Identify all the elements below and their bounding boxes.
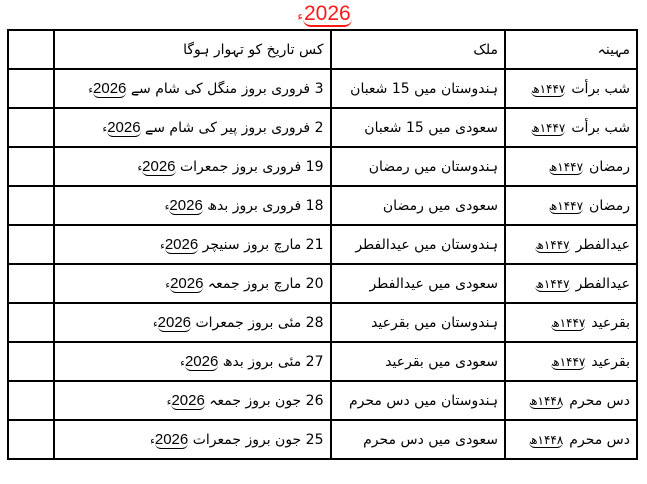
date-text: 2 فروری بروز پیر کی شام سے [145, 120, 324, 136]
table-row [8, 69, 637, 108]
date-text: 18 فروری بروز بدھ [207, 198, 324, 214]
date-year: 2026 [107, 119, 141, 136]
cell-country: ہندوستان میں رمضان [331, 147, 506, 186]
cell-month [505, 264, 637, 303]
cell-country: ہندوستان میں 15 شعبان [331, 69, 506, 108]
table-row [8, 264, 637, 303]
month-name: بقرعید [591, 353, 630, 370]
cell-blank [8, 108, 54, 147]
cell-date [54, 225, 331, 264]
cell-date [54, 420, 331, 459]
hijri-year: ۱۴۴۸ھ [529, 393, 564, 408]
month-name: دس محرم [569, 431, 630, 448]
title-year-block [295, 2, 351, 28]
cell-month [505, 186, 637, 225]
date-era: ء [160, 241, 165, 252]
date-era: ء [166, 397, 172, 408]
header-country: ملک [331, 30, 506, 69]
cell-blank [8, 147, 54, 186]
date-era: ء [180, 358, 185, 369]
cell-country: ہندوستان میں دس محرم [331, 381, 506, 420]
cell-country: سعودی میں عیدالفطر [331, 264, 506, 303]
table-row [8, 186, 637, 225]
cell-month [505, 147, 637, 186]
cell-month [505, 69, 637, 108]
date-text: 20 مارچ بروز جمعہ [207, 276, 324, 292]
table-row [8, 108, 637, 147]
date-era: ء [165, 280, 171, 291]
cell-country: سعودی میں دس محرم [331, 420, 506, 459]
date-era: ء [88, 85, 94, 96]
cell-blank [8, 381, 54, 420]
date-text: 21 مارچ بروز سنیچر [202, 237, 324, 253]
cell-month [505, 342, 637, 381]
date-year: 2026 [164, 236, 199, 253]
month-name: عیدالفطر [575, 236, 630, 253]
cell-blank [8, 420, 54, 459]
month-name: رمضان [589, 197, 630, 214]
month-name: رمضان [589, 158, 630, 175]
date-year: 2026 [184, 353, 219, 370]
table-row [8, 342, 637, 381]
cell-month [505, 381, 637, 420]
month-name: عیدالفطر [575, 275, 630, 292]
month-name: دس محرم [569, 392, 630, 409]
cell-blank [8, 186, 54, 225]
cell-blank [8, 69, 54, 108]
hijri-year: ۱۴۴۷ھ [535, 276, 570, 291]
cell-date [54, 342, 331, 381]
cell-date [54, 264, 331, 303]
cell-date [54, 69, 331, 108]
table-row [8, 420, 637, 459]
table-header-row [8, 30, 637, 69]
date-era: ء [137, 163, 143, 174]
date-year: 2026 [93, 80, 127, 97]
cell-country: سعودی میں 15 شعبان [331, 108, 506, 147]
cell-date [54, 108, 331, 147]
date-year: 2026 [142, 158, 176, 175]
cell-country: سعودی میں رمضان [331, 186, 506, 225]
festival-calendar-table [7, 29, 638, 460]
hijri-year: ۱۴۴۸ھ [529, 432, 564, 447]
cell-month [505, 225, 637, 264]
hijri-year: ۱۴۴۷ھ [531, 120, 566, 135]
month-name: شب برأت [571, 119, 630, 136]
cell-month [505, 108, 637, 147]
date-era: ء [102, 124, 108, 135]
hijri-year: ۱۴۴۷ھ [531, 81, 566, 96]
header-blank [8, 30, 54, 69]
page-title [0, 2, 647, 28]
date-era: ء [152, 319, 158, 330]
date-year: 2026 [157, 314, 192, 331]
month-name: شب برأت [571, 80, 630, 97]
date-text: 19 فروری بروز جمعرات [179, 159, 324, 175]
cell-blank [8, 264, 54, 303]
hijri-year: ۱۴۴۷ھ [551, 354, 586, 369]
table-row [8, 147, 637, 186]
date-era: ء [164, 202, 170, 213]
header-date: کس تاریخ کو تہوار ہوگا [54, 30, 331, 69]
date-text: 3 فروری بروز منگل کی شام سے [130, 81, 324, 97]
header-month: مہینہ [505, 30, 637, 69]
cell-country: ہندوستان میں عیدالفطر [331, 225, 506, 264]
date-year: 2026 [154, 431, 189, 448]
cell-month [505, 420, 637, 459]
hijri-year: ۱۴۴۷ھ [548, 198, 584, 213]
month-name: بقرعید [591, 314, 630, 331]
cell-blank [8, 342, 54, 381]
cell-country: سعودی میں بقرعید [331, 342, 506, 381]
cell-month [505, 303, 637, 342]
date-era: ء [150, 436, 155, 447]
title-year: 2026 [303, 2, 351, 25]
hijri-year: ۱۴۴۷ھ [548, 159, 584, 174]
cell-date [54, 303, 331, 342]
date-text: 25 جون بروز جمعرات [192, 432, 324, 448]
date-year: 2026 [170, 275, 204, 292]
cell-country: ہندوستان میں بقرعید [331, 303, 506, 342]
cell-blank [8, 225, 54, 264]
cell-date [54, 381, 331, 420]
table-row [8, 381, 637, 420]
date-text: 26 جون بروز جمعہ [209, 393, 324, 409]
date-text: 27 مئی بروز بدھ [222, 354, 324, 370]
hijri-year: ۱۴۴۷ھ [535, 237, 570, 252]
cell-date [54, 147, 331, 186]
title-era-mark: ء [297, 9, 303, 23]
date-year: 2026 [171, 392, 205, 409]
date-year: 2026 [169, 197, 203, 214]
table-row [8, 303, 637, 342]
cell-date [54, 186, 331, 225]
table-row [8, 225, 637, 264]
hijri-year: ۱۴۴۷ھ [551, 315, 586, 330]
cell-blank [8, 303, 54, 342]
date-text: 28 مئی بروز جمعرات [195, 315, 324, 331]
